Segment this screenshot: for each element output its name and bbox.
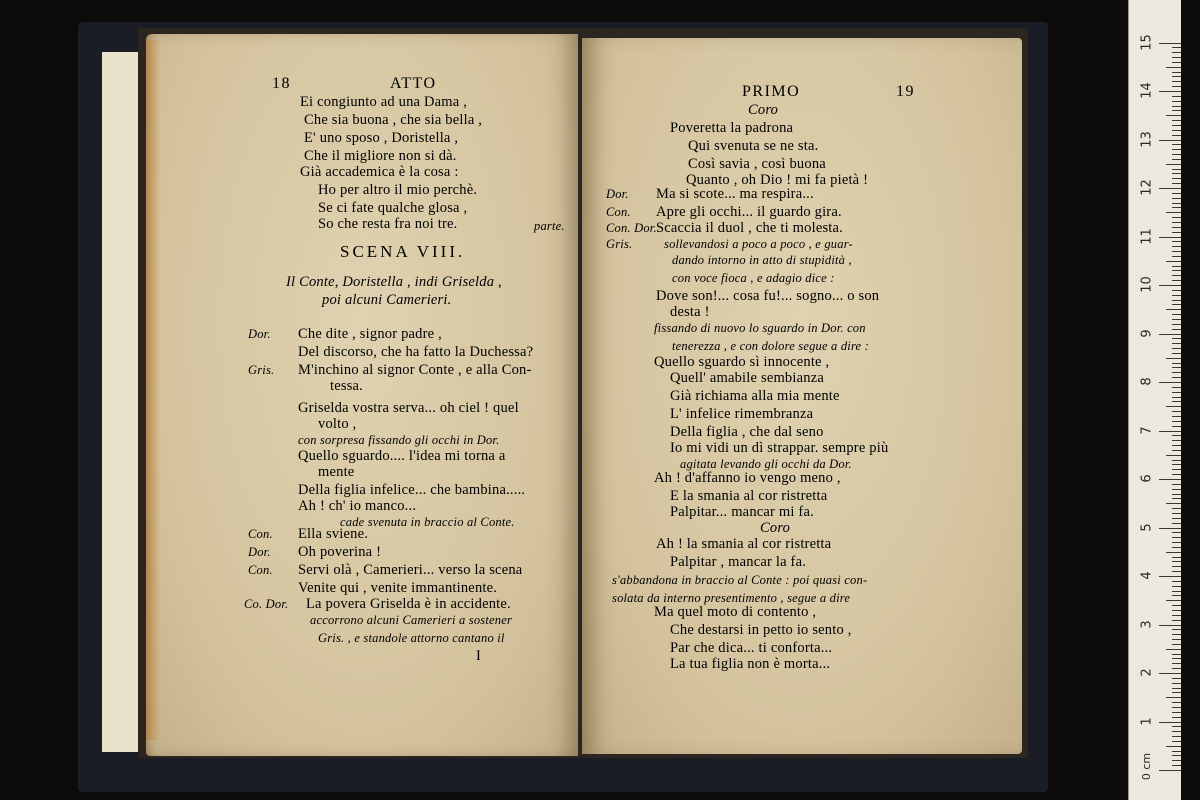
ruler-tick xyxy=(1172,484,1181,485)
left-page-line-2: Che sia buona , che sia bella , xyxy=(304,112,483,128)
ruler-number: 2 xyxy=(1139,668,1155,677)
ruler-tick xyxy=(1172,52,1181,53)
ruler-tick xyxy=(1172,751,1181,752)
left-page-line-26: Oh poverina ! xyxy=(298,544,382,560)
ruler-tick xyxy=(1172,615,1181,616)
ruler-tick xyxy=(1172,450,1181,451)
ruler-tick xyxy=(1166,406,1181,407)
ruler-tick xyxy=(1172,338,1181,339)
ruler-tick xyxy=(1159,382,1181,383)
ruler-tick xyxy=(1172,280,1181,281)
ruler-tick xyxy=(1172,561,1181,562)
ruler-tick xyxy=(1159,91,1181,92)
left-page-line-4: Che il migliore non si dà. xyxy=(304,148,457,164)
left-page-speaker-label: Con. xyxy=(248,527,273,541)
ruler-tick xyxy=(1172,295,1181,296)
ruler-number: 14 xyxy=(1139,82,1155,99)
right-page-line-27: Ah ! la smania al cor ristretta xyxy=(656,536,832,552)
ruler-tick xyxy=(1166,649,1181,650)
ruler-tick xyxy=(1172,125,1181,126)
ruler-tick xyxy=(1172,508,1181,509)
right-page-line-31: Ma quel moto di contento , xyxy=(654,604,817,620)
ruler-tick xyxy=(1172,348,1181,349)
running-head-right: PRIMO xyxy=(742,83,801,100)
right-page-line-10: dando intorno in atto di stupidità , xyxy=(672,253,852,267)
ruler-tick xyxy=(1166,503,1181,504)
ruler-tick xyxy=(1172,207,1181,208)
ruler-tick xyxy=(1172,232,1181,233)
ruler-tick xyxy=(1172,401,1181,402)
ruler-tick xyxy=(1172,319,1181,320)
ruler-tick xyxy=(1159,431,1181,432)
ruler-tick xyxy=(1159,237,1181,238)
ruler-tick xyxy=(1172,275,1181,276)
ruler-tick xyxy=(1172,304,1181,305)
left-page-line-10: SCENA VIII. xyxy=(340,242,466,261)
right-page-line-30: solata da interno presentimento , segue a dire xyxy=(612,591,851,605)
right-page-line-25: Palpitar... mancar mi fa. xyxy=(670,504,814,520)
right-page-line-21: Io mi vidi un dì strappar. sempre più xyxy=(670,440,889,456)
left-page-speaker-label: Co. Dor. xyxy=(244,597,289,611)
ruler-tick xyxy=(1172,416,1181,417)
left-page-line-23: Ah ! ch' io manco... xyxy=(298,498,417,514)
page-number-left: 18 xyxy=(272,75,291,92)
ruler-tick xyxy=(1172,397,1181,398)
right-page-line-12: Dove son!... cosa fu!... sogno... o son xyxy=(656,288,880,304)
ruler-tick xyxy=(1172,47,1181,48)
ruler-number: 11 xyxy=(1139,227,1155,245)
right-page-line-14: fissando di nuovo lo sguardo in Dor. con xyxy=(654,321,866,335)
ruler-unit-label: 0 cm xyxy=(1140,752,1154,781)
ruler-tick xyxy=(1172,173,1181,174)
ruler-tick xyxy=(1172,343,1181,344)
ruler-tick xyxy=(1172,421,1181,422)
ruler-tick xyxy=(1172,663,1181,664)
ruler-tick xyxy=(1172,241,1181,242)
right-page-speaker-label: Dor. xyxy=(606,187,629,201)
left-page-line-31: Gris. , e standole attorno cantano il xyxy=(318,631,505,645)
left-page-line-8: So che resta fra noi tre. xyxy=(318,216,458,232)
left-page-line-12: poi alcuni Camerieri. xyxy=(322,292,452,308)
ruler-tick xyxy=(1172,668,1181,669)
right-page-line-15: tenerezza , e con dolore segue a dire : xyxy=(672,339,869,353)
ruler-tick xyxy=(1172,329,1181,330)
ruler-tick xyxy=(1166,455,1181,456)
ruler-tick xyxy=(1172,110,1181,111)
left-page-line-32: I xyxy=(476,648,482,664)
left-page-line-24: cade svenuta in braccio al Conte. xyxy=(340,515,515,529)
right-page-speaker-label: Con. Dor. xyxy=(606,221,657,235)
left-page-line-27: Servi olà , Camerieri... verso la scena xyxy=(298,562,523,578)
ruler-tick xyxy=(1172,760,1181,761)
left-page-line-21: mente xyxy=(318,464,355,480)
ruler-tick xyxy=(1172,460,1181,461)
left-page-line-14: Del discorso, che ha fatto la Duchessa? xyxy=(298,344,534,360)
ruler-tick xyxy=(1172,266,1181,267)
ruler-tick xyxy=(1172,62,1181,63)
left-page-line-5: Già accademica è la cosa : xyxy=(300,164,459,180)
ruler-tick xyxy=(1172,81,1181,82)
left-page-line-7: Se ci fate qualche glosa , xyxy=(318,200,468,216)
right-page-line-7: Apre gli occhi... il guardo gira. xyxy=(656,204,842,220)
left-page-line-20: Quello sguardo.... l'idea mi torna a xyxy=(298,448,506,464)
right-page-line-2: Poveretta la padrona xyxy=(670,120,794,136)
ruler-number: 15 xyxy=(1139,33,1155,51)
ruler-tick xyxy=(1166,746,1181,747)
ruler-tick xyxy=(1166,358,1181,359)
ruler-tick xyxy=(1159,479,1181,480)
ruler-number: 3 xyxy=(1139,619,1155,629)
right-page-line-3: Qui svenuta se ne sta. xyxy=(688,138,819,154)
right-page-line-22: agitata levando gli occhi da Dor. xyxy=(680,457,852,471)
ruler-tick xyxy=(1172,532,1181,533)
ruler-tick xyxy=(1172,135,1181,136)
ruler-tick xyxy=(1172,222,1181,223)
left-page-line-13: Che dite , signor padre , xyxy=(298,326,442,342)
ruler-number: 13 xyxy=(1139,130,1155,148)
ruler-tick xyxy=(1172,692,1181,693)
ruler-tick xyxy=(1159,576,1181,577)
ruler-tick xyxy=(1172,290,1181,291)
left-page-speaker-label: Dor. xyxy=(248,327,271,341)
ruler-tick xyxy=(1172,712,1181,713)
ruler-tick xyxy=(1172,513,1181,514)
ruler-tick xyxy=(1159,625,1181,626)
ruler-tick xyxy=(1172,440,1181,441)
ruler-tick xyxy=(1172,86,1181,87)
ruler-tick xyxy=(1172,183,1181,184)
left-page-line-28: Venite qui , venite immantinente. xyxy=(298,580,498,596)
right-page-line-16: Quello sguardo sì innocente , xyxy=(654,354,830,370)
ruler-tick xyxy=(1159,673,1181,674)
ruler-tick xyxy=(1172,372,1181,373)
ruler-tick xyxy=(1166,552,1181,553)
left-page-line-16: tessa. xyxy=(330,378,364,394)
ruler-tick xyxy=(1172,130,1181,131)
ruler-tick xyxy=(1172,542,1181,543)
ruler-tick xyxy=(1166,67,1181,68)
ruler-tick xyxy=(1172,227,1181,228)
right-page-line-23: Ah ! d'affanno io vengo meno , xyxy=(654,470,841,486)
ruler-tick xyxy=(1172,377,1181,378)
right-page-line-17: Quell' amabile sembianza xyxy=(670,370,824,386)
ruler-tick xyxy=(1159,43,1181,44)
ruler-tick xyxy=(1172,198,1181,199)
left-page-line-30: accorrono alcuni Camerieri a sostener xyxy=(310,613,513,627)
ruler-tick xyxy=(1172,246,1181,247)
ruler-tick xyxy=(1172,474,1181,475)
ruler-tick xyxy=(1166,309,1181,310)
ruler-tick xyxy=(1172,736,1181,737)
ruler-tick xyxy=(1172,498,1181,499)
ruler-tick xyxy=(1172,741,1181,742)
right-page-line-32: Che destarsi in petto io sento , xyxy=(670,622,852,638)
ruler-tick xyxy=(1172,57,1181,58)
right-page-line-4: Così savia , così buona xyxy=(688,156,826,172)
ruler-tick xyxy=(1166,115,1181,116)
ruler-tick xyxy=(1172,101,1181,102)
left-page-speaker-label: Gris. xyxy=(248,363,275,377)
ruler-number: 4 xyxy=(1139,571,1155,580)
ruler-tick xyxy=(1159,140,1181,141)
right-page-line-34: La tua figlia non è morta... xyxy=(670,656,831,672)
left-page-line-22: Della figlia infelice... che bambina..... xyxy=(298,482,526,498)
ruler-tick xyxy=(1172,537,1181,538)
ruler-tick xyxy=(1172,707,1181,708)
ruler-tick xyxy=(1172,120,1181,121)
left-page-line-6: Ho per altro il mio perchè. xyxy=(318,182,478,198)
ruler-tick xyxy=(1172,557,1181,558)
ruler-tick xyxy=(1172,629,1181,630)
left-page-line-19: con sorpresa fissando gli occhi in Dor. xyxy=(298,433,500,447)
ruler-tick xyxy=(1172,324,1181,325)
ruler-tick xyxy=(1172,518,1181,519)
running-head-left: ATTO xyxy=(390,75,437,92)
ruler-tick xyxy=(1172,702,1181,703)
ruler-tick xyxy=(1172,193,1181,194)
right-page-line-20: Della figlia , che dal seno xyxy=(670,424,824,440)
ruler-tick xyxy=(1159,722,1181,723)
ruler-tick xyxy=(1159,334,1181,335)
right-page-line-33: Par che dica... ti conforta... xyxy=(670,640,833,656)
left-page-foxed-edge xyxy=(146,40,160,740)
ruler-tick xyxy=(1172,658,1181,659)
ruler-tick xyxy=(1159,188,1181,189)
ruler-number: 12 xyxy=(1139,179,1155,196)
ruler-tick xyxy=(1172,144,1181,145)
ruler-tick xyxy=(1172,169,1181,170)
right-page-line-28: Palpitar , mancar la fa. xyxy=(670,554,807,570)
ruler-tick xyxy=(1172,610,1181,611)
ruler-tick xyxy=(1172,445,1181,446)
ruler-tick xyxy=(1172,426,1181,427)
left-page-line-25: Ella sviene. xyxy=(298,526,369,542)
ruler-tick xyxy=(1172,595,1181,596)
right-page-speaker-label: Con. xyxy=(606,205,631,219)
ruler-tick xyxy=(1172,149,1181,150)
right-page-line-8: Scaccia il duol , che ti molesta. xyxy=(656,220,843,236)
ruler-number: 1 xyxy=(1139,716,1155,726)
ruler-tick xyxy=(1172,96,1181,97)
ruler-tick xyxy=(1172,363,1181,364)
ruler-tick xyxy=(1172,634,1181,635)
ruler-number: 5 xyxy=(1139,522,1155,532)
ruler-tick xyxy=(1159,528,1181,529)
ruler-tick xyxy=(1172,300,1181,301)
ruler-tick xyxy=(1172,392,1181,393)
right-page-line-1: Coro xyxy=(748,102,779,118)
ruler-tick xyxy=(1166,600,1181,601)
left-page-line-29: La povera Griselda è in accidente. xyxy=(306,596,511,612)
ruler-tick xyxy=(1166,261,1181,262)
ruler-tick xyxy=(1172,644,1181,645)
ruler-tick xyxy=(1159,285,1181,286)
ruler-tick xyxy=(1172,270,1181,271)
ruler-tick xyxy=(1172,489,1181,490)
left-page-line-11: Il Conte, Doristella , indi Griselda , xyxy=(286,274,502,290)
left-page-line-17: Griselda vostra serva... oh ciel ! quel xyxy=(298,400,519,416)
ruler-tick xyxy=(1172,154,1181,155)
ruler-tick xyxy=(1172,435,1181,436)
ruler-tick xyxy=(1172,76,1181,77)
ruler-tick xyxy=(1172,159,1181,160)
ruler-tick xyxy=(1172,106,1181,107)
ruler-tick xyxy=(1172,387,1181,388)
ruler-tick xyxy=(1172,178,1181,179)
ruler-number: 9 xyxy=(1139,328,1155,338)
right-page-line-24: E la smania al cor ristretta xyxy=(670,488,828,504)
left-page-speaker-label: Con. xyxy=(248,563,273,577)
ruler-tick xyxy=(1172,314,1181,315)
ruler-tick xyxy=(1172,547,1181,548)
ruler-tick xyxy=(1172,726,1181,727)
right-page-line-6: Ma si scote... ma respira... xyxy=(656,186,814,202)
ruler-tick xyxy=(1172,353,1181,354)
ruler-tick xyxy=(1172,217,1181,218)
right-page-line-29: s'abbandona in braccio al Conte : poi quasi con- xyxy=(612,573,868,587)
right-page-line-13: desta ! xyxy=(670,304,710,320)
ruler-tick xyxy=(1172,72,1181,73)
ruler-number: 6 xyxy=(1139,474,1155,483)
right-page-line-11: con voce fioca , e adagio dice : xyxy=(672,271,835,285)
left-page-line-18: volto , xyxy=(318,416,357,432)
right-page-line-5: Quanto , oh Dio ! mi fa pietà ! xyxy=(686,172,869,188)
ruler-number: 10 xyxy=(1139,276,1155,293)
ruler-tick xyxy=(1172,591,1181,592)
ruler-tick xyxy=(1172,367,1181,368)
ruler-tick xyxy=(1159,770,1181,771)
ruler-tick xyxy=(1172,203,1181,204)
ruler-tick xyxy=(1172,620,1181,621)
left-page-line-3: E' uno sposo , Doristella , xyxy=(304,130,459,146)
ruler-tick xyxy=(1172,755,1181,756)
ruler-tick xyxy=(1172,654,1181,655)
left-page-speaker-label: Dor. xyxy=(248,545,271,559)
ruler-tick xyxy=(1166,164,1181,165)
ruler-tick xyxy=(1172,469,1181,470)
right-page-speaker-label: Gris. xyxy=(606,237,633,251)
right-page-line-9: sollevandosi a poco a poco , e guar- xyxy=(664,237,853,251)
ruler-tick xyxy=(1172,717,1181,718)
ruler-tick xyxy=(1172,571,1181,572)
left-page-line-15: M'inchino al signor Conte , e alla Con- xyxy=(298,362,532,378)
ruler-tick xyxy=(1172,639,1181,640)
right-page-line-26: Coro xyxy=(760,520,791,536)
page-number-right: 19 xyxy=(896,83,915,100)
ruler-tick xyxy=(1172,566,1181,567)
ruler-tick xyxy=(1172,678,1181,679)
ruler-tick xyxy=(1172,731,1181,732)
ruler-number: 7 xyxy=(1139,425,1155,435)
ruler-tick xyxy=(1172,688,1181,689)
ruler-tick xyxy=(1172,251,1181,252)
ruler-tick xyxy=(1172,256,1181,257)
ruler-tick xyxy=(1172,586,1181,587)
ruler-tick xyxy=(1172,605,1181,606)
ruler-tick xyxy=(1166,697,1181,698)
ruler-number: 8 xyxy=(1139,377,1155,386)
right-page-line-19: L' infelice rimembranza xyxy=(670,406,814,422)
left-page-line-9: parte. xyxy=(534,219,565,233)
ruler-tick xyxy=(1172,464,1181,465)
left-page-line-1: Ei congiunto ad una Dama , xyxy=(300,94,468,110)
ruler-tick xyxy=(1172,765,1181,766)
right-page-line-18: Già richiama alla mia mente xyxy=(670,388,840,404)
ruler-tick xyxy=(1172,581,1181,582)
ruler-tick xyxy=(1172,494,1181,495)
ruler-tick xyxy=(1166,212,1181,213)
ruler-tick xyxy=(1172,683,1181,684)
ruler-tick xyxy=(1172,523,1181,524)
measurement-ruler xyxy=(1128,0,1181,800)
ruler-tick xyxy=(1172,411,1181,412)
